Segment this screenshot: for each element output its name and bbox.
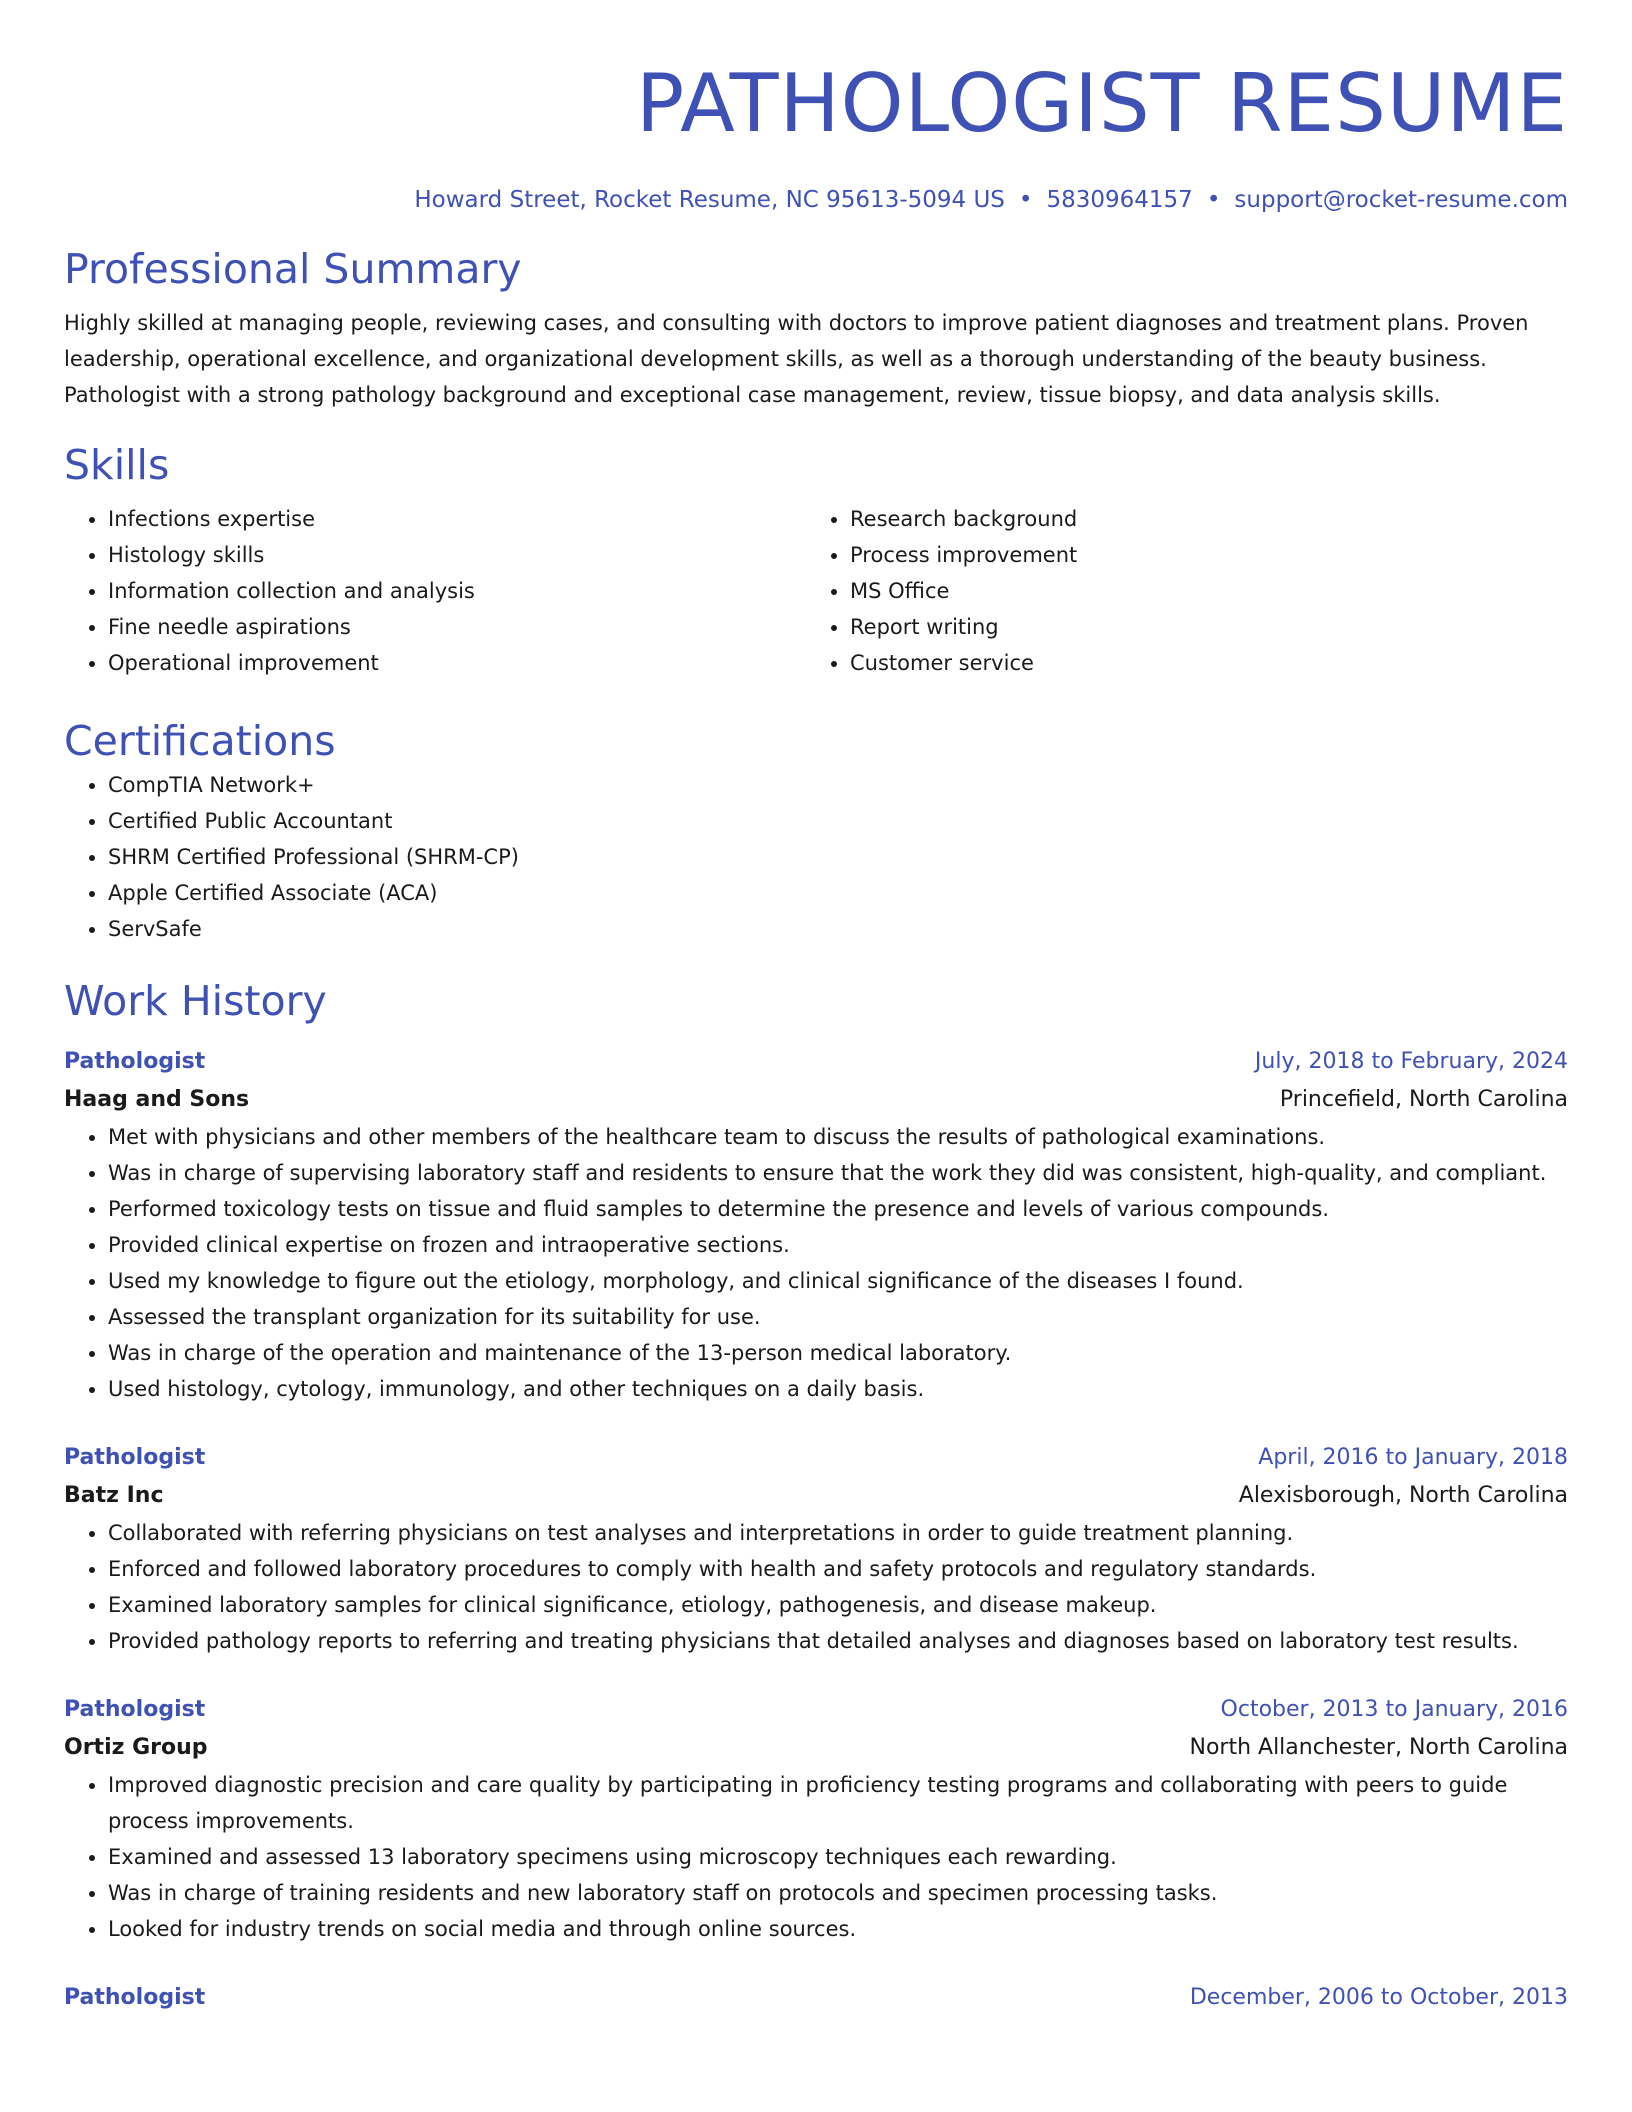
job-entry bbox=[64, 1691, 1568, 1947]
job-position: Pathologist bbox=[64, 1049, 206, 1074]
job-dates: July, 2018 to February, 2024 bbox=[1254, 1049, 1568, 1074]
job-duty: • Assessed the transplant organization for its suitability for use. bbox=[108, 1299, 1568, 1335]
skills-column-left bbox=[64, 501, 806, 681]
job-duty: • Provided pathology reports to referring and treating physicians that detailed analyses and diagnoses based on laboratory test results. bbox=[108, 1623, 1568, 1659]
skill-item: • Fine needle aspirations bbox=[108, 609, 806, 645]
certification-item: • Apple Certified Associate (ACA) bbox=[108, 875, 1568, 911]
summary-text: Highly skilled at managing people, reviewing cases, and consulting with doctors to improve patient diagnoses and treatment plans. Proven leadership, operational excellence, and organizational development skills, as well as a thorough understanding of the beauty business. Pathologist with a strong pathology background and exceptional case management, review, tissue biopsy, and data analysis skills. bbox=[64, 311, 1529, 407]
job-company: Haag and Sons bbox=[64, 1087, 250, 1112]
certifications-heading: Certifications bbox=[64, 717, 336, 765]
skill-item: • Customer service bbox=[850, 645, 1548, 681]
skill-item: • Operational improvement bbox=[108, 645, 806, 681]
job-duty: • Was in charge of the operation and maintenance of the 13-person medical laboratory. bbox=[108, 1335, 1568, 1371]
certification-item: • Certified Public Accountant bbox=[108, 803, 1568, 839]
contact-line bbox=[64, 185, 1568, 215]
certifications-list bbox=[64, 767, 1568, 947]
job-location: North Allanchester, North Carolina bbox=[1189, 1735, 1568, 1760]
contact-address: Howard Street, Rocket Resume, NC 95613-5094 US bbox=[414, 187, 1005, 213]
job-duty: • Improved diagnostic precision and care quality by participating in proficiency testing programs and collaborating with peers to guide process improvements. bbox=[108, 1767, 1568, 1839]
certification-item: • ServSafe bbox=[108, 911, 1568, 947]
job-dates: December, 2006 to October, 2013 bbox=[1189, 1985, 1568, 2010]
job-entry bbox=[64, 1979, 1568, 2017]
contact-separator: • bbox=[1206, 187, 1221, 213]
job-duty: • Examined laboratory samples for clinical significance, etiology, pathogenesis, and disease makeup. bbox=[108, 1587, 1568, 1623]
skill-item: • Research background bbox=[850, 501, 1548, 537]
contact-email[interactable]: support@rocket-resume.com bbox=[1234, 187, 1568, 213]
skill-item: • Infections expertise bbox=[108, 501, 806, 537]
job-company: Batz Inc bbox=[64, 1483, 164, 1508]
skill-item: • Information collection and analysis bbox=[108, 573, 806, 609]
skill-item: • Process improvement bbox=[850, 537, 1548, 573]
job-duty: • Was in charge of supervising laboratory staff and residents to ensure that the work they did was consistent, high-quality, and compliant. bbox=[108, 1155, 1568, 1191]
job-dates: April, 2016 to January, 2018 bbox=[1258, 1445, 1568, 1470]
job-duty: • Enforced and followed laboratory procedures to comply with health and safety protocols and regulatory standards. bbox=[108, 1551, 1568, 1587]
job-duties bbox=[64, 1515, 1568, 1659]
summary-heading: Professional Summary bbox=[64, 245, 522, 293]
job-dates: October, 2013 to January, 2016 bbox=[1220, 1697, 1568, 1722]
certification-item: • CompTIA Network+ bbox=[108, 767, 1568, 803]
work-history-heading: Work History bbox=[64, 977, 327, 1025]
skill-item: • MS Office bbox=[850, 573, 1548, 609]
job-location: Alexisborough, North Carolina bbox=[1238, 1483, 1568, 1508]
job-location: Princefield, North Carolina bbox=[1279, 1087, 1568, 1112]
skill-item: • Report writing bbox=[850, 609, 1548, 645]
job-duty: • Looked for industry trends on social media and through online sources. bbox=[108, 1911, 1568, 1947]
skills-column-right bbox=[806, 501, 1548, 681]
resume-title: PATHOLOGIST RESUME bbox=[635, 57, 1568, 150]
skills-list bbox=[64, 501, 1568, 681]
contact-separator: • bbox=[1018, 187, 1033, 213]
job-entry bbox=[64, 1439, 1568, 1659]
skills-heading: Skills bbox=[64, 441, 170, 489]
job-duty: • Met with physicians and other members of the healthcare team to discuss the results of pathological examinations. bbox=[108, 1119, 1568, 1155]
job-duty: • Collaborated with referring physicians on test analyses and interpretations in order to guide treatment planning. bbox=[108, 1515, 1568, 1551]
contact-phone: 5830964157 bbox=[1046, 187, 1193, 213]
job-duties bbox=[64, 1767, 1568, 1947]
job-duty: • Used my knowledge to figure out the etiology, morphology, and clinical significance of the diseases I found. bbox=[108, 1263, 1568, 1299]
job-position: Pathologist bbox=[64, 1697, 206, 1722]
job-duty: • Was in charge of training residents and new laboratory staff on protocols and specimen processing tasks. bbox=[108, 1875, 1568, 1911]
certification-item: • SHRM Certified Professional (SHRM-CP) bbox=[108, 839, 1568, 875]
job-duty: • Examined and assessed 13 laboratory specimens using microscopy techniques each rewarding. bbox=[108, 1839, 1568, 1875]
skill-item: • Histology skills bbox=[108, 537, 806, 573]
job-duty: • Provided clinical expertise on frozen and intraoperative sections. bbox=[108, 1227, 1568, 1263]
job-duty: • Used histology, cytology, immunology, and other techniques on a daily basis. bbox=[108, 1371, 1568, 1407]
job-entry bbox=[64, 1043, 1568, 1407]
job-duties bbox=[64, 1119, 1568, 1407]
job-company: Ortiz Group bbox=[64, 1735, 208, 1760]
job-position: Pathologist bbox=[64, 1445, 206, 1470]
job-duty: • Performed toxicology tests on tissue and fluid samples to determine the presence and levels of various compounds. bbox=[108, 1191, 1568, 1227]
job-position: Pathologist bbox=[64, 1985, 206, 2010]
